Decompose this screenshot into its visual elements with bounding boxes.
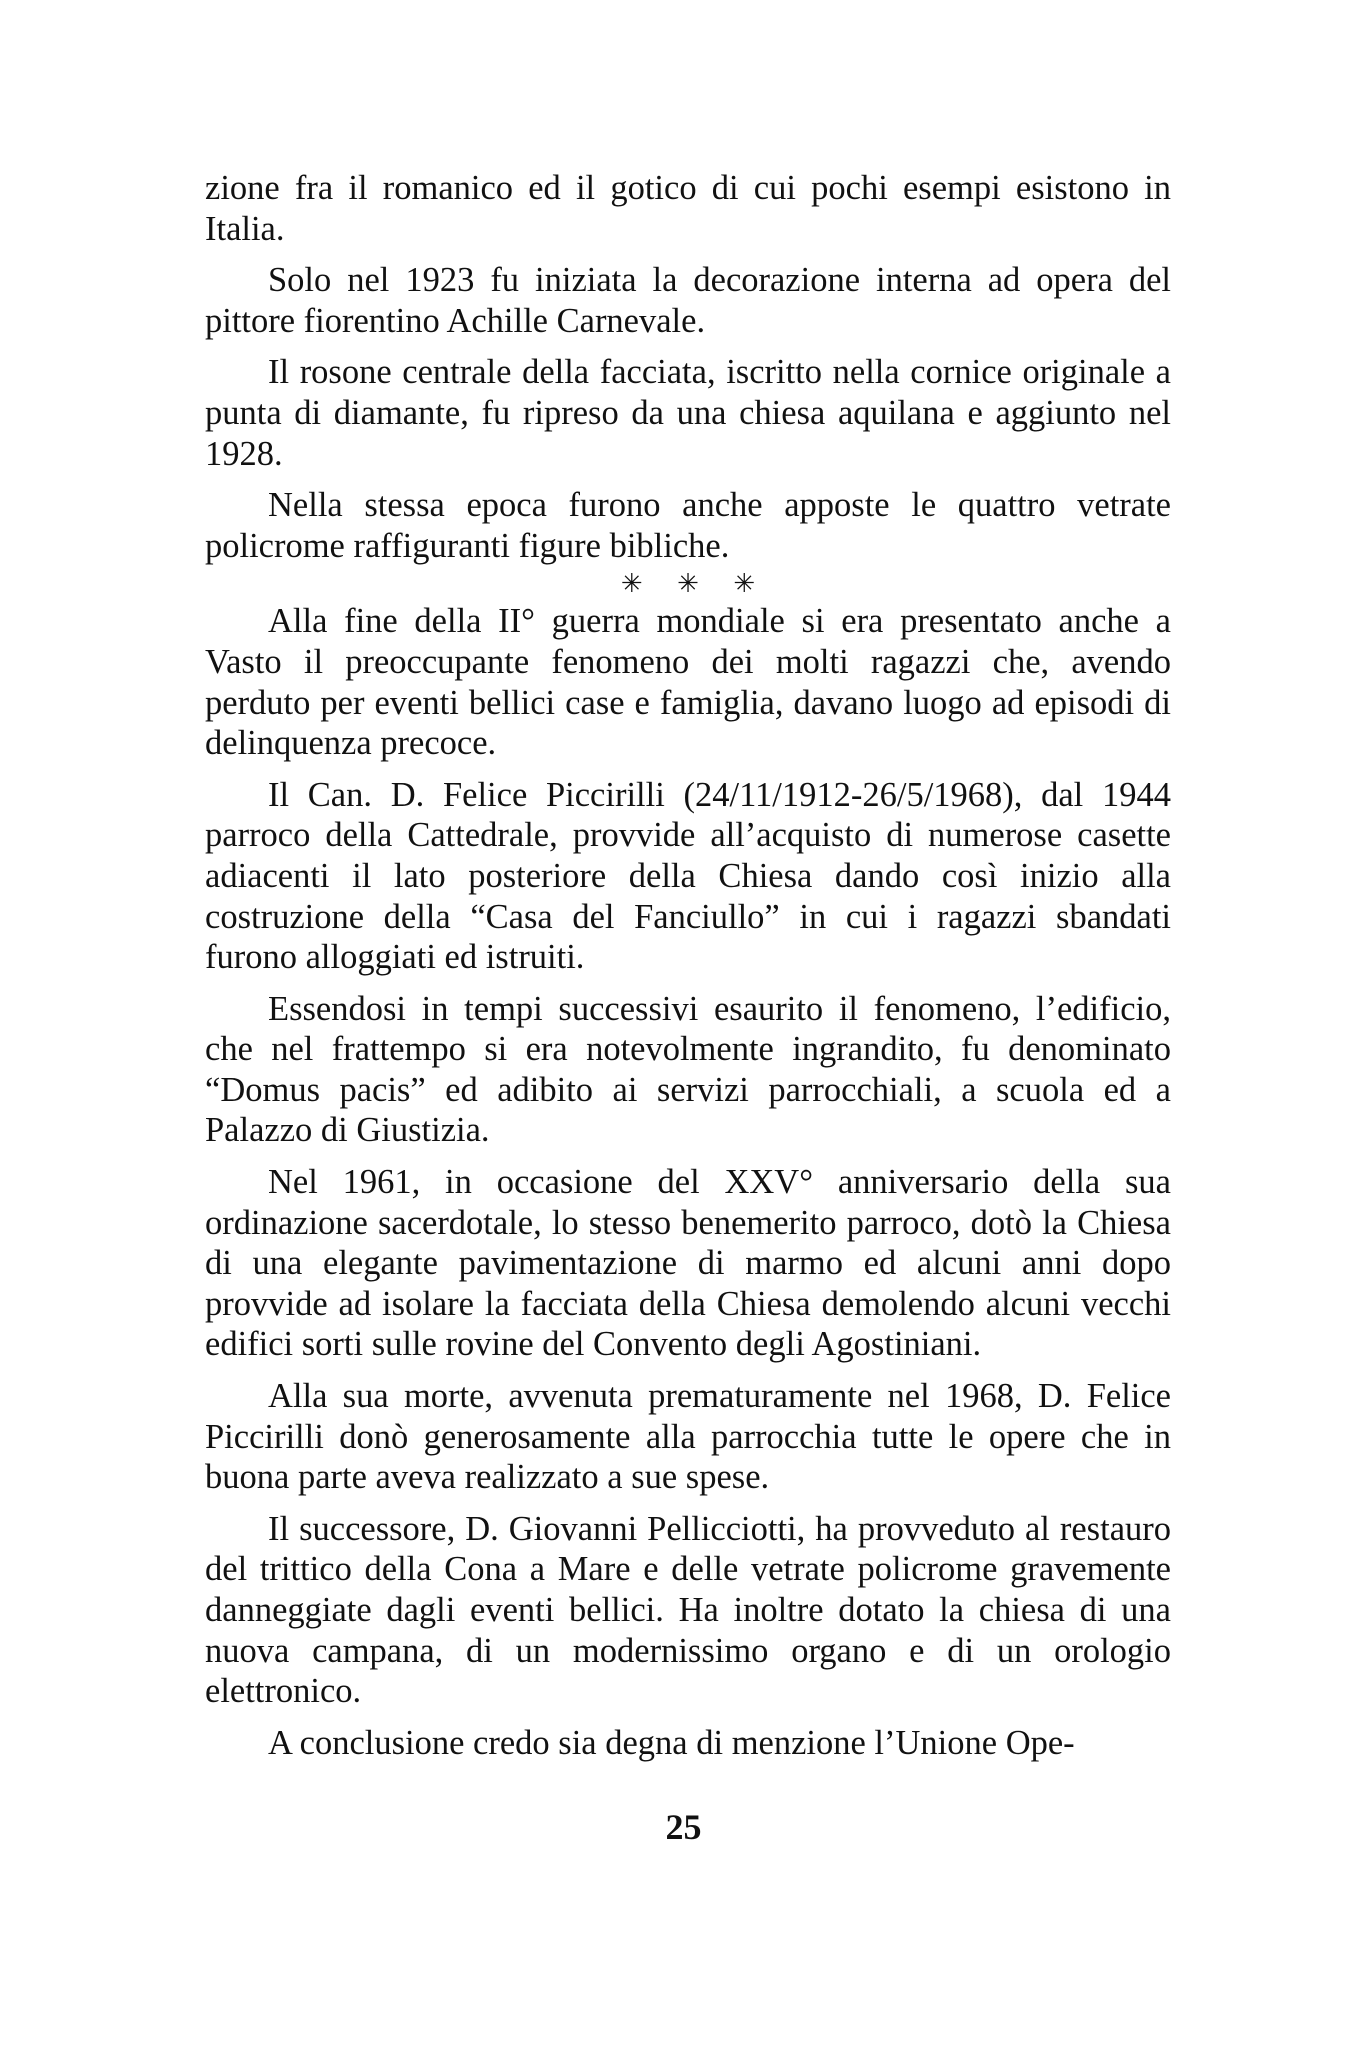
paragraph: Essendosi in tempi successivi esaurito il fenomeno, l’edificio, che nel frattempo si era notevolmente ingrandito, fu denominato “Domus pacis” ed adibito ai servizi parrocchiali, a scuola ed a Palazzo di Giustizia. bbox=[205, 989, 1171, 1150]
paragraph: A conclusione credo sia degna di menzione l’Unione Ope- bbox=[268, 1723, 1075, 1762]
paragraph: Il successore, D. Giovanni Pellicciotti, ha provveduto al restauro del trittico della Cona a Mare e delle vetrate policrome gravemente danneggiate dagli eventi bellici. Ha inoltre dotato la chiesa di una nuova campana, di un modernissimo organo e di un orologio elettronico. bbox=[205, 1509, 1171, 1711]
paragraph: Nel 1961, in occasione del XXV° anniversario della sua ordinazione sacerdotale, lo stesso benemerito parroco, dotò la Chiesa di una elegante pavimentazione di marmo ed alcuni anni dopo provvide ad isolare la facciata della Chiesa demolendo alcuni vecchi edifici sorti sulle rovine del Convento degli Agostiniani. bbox=[205, 1163, 1171, 1364]
paragraph: Nella stessa epoca furono anche apposte le quattro vetrate policrome raffiguranti figure bibliche. bbox=[205, 486, 1171, 565]
page-number: 25 bbox=[665, 1807, 702, 1847]
paragraph: Alla fine della II° guerra mondiale si era presentato anche a Vasto il preoccupante fenomeno dei molti ragazzi che, avendo perduto per eventi bellici case e famiglia, davano luogo ad episodi di delinquenza precoce. bbox=[205, 602, 1171, 763]
paragraph: Il Can. D. Felice Piccirilli (24/11/1912-26/5/1968), dal 1944 parroco della Cattedrale, provvide all’acquisto di numerose casette adiacenti il lato posteriore della Chiesa dando così inizio alla costruzione della “Casa del Fanciullo” in cui i ragazzi sbandati furono alloggiati ed istruiti. bbox=[205, 775, 1171, 977]
paragraph: zione fra il romanico ed il gotico di cui pochi esempi esistono in Italia. bbox=[205, 169, 1171, 248]
body-text bbox=[205, 168, 1171, 1774]
paragraph: Alla sua morte, avvenuta prematuramente nel 1968, D. Felice Piccirilli donò generosamente alla parrocchia tutte le opere che in buona parte aveva realizzato a sue spese. bbox=[205, 1377, 1171, 1497]
section-separator: ✳ ✳ ✳ bbox=[620, 569, 770, 599]
paragraph: Solo nel 1923 fu iniziata la decorazione interna ad opera del pittore fiorentino Achille Carnevale. bbox=[205, 261, 1171, 340]
paragraph: Il rosone centrale della facciata, iscritto nella cornice originale a punta di diamante, fu ripreso da una chiesa aquilana e aggiunto nel 1928. bbox=[205, 353, 1171, 473]
